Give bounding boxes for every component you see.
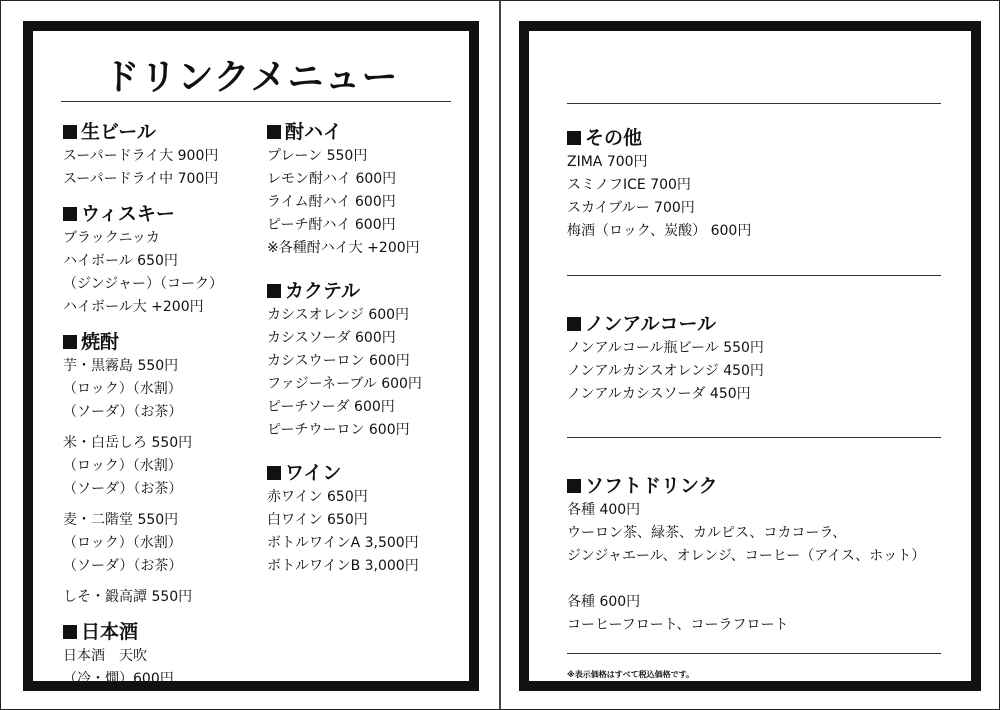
menu-item: 各種 600円	[567, 594, 641, 610]
square-bullet-icon	[63, 207, 77, 221]
section-divider	[567, 103, 941, 104]
menu-item: 各種 400円	[567, 502, 641, 518]
menu-item: （ソーダ）（お茶）	[63, 558, 183, 574]
section-heading: その他	[585, 127, 643, 149]
section-heading: ウィスキー	[81, 203, 175, 225]
section-soft-drink	[567, 473, 947, 637]
left-column-2	[267, 119, 467, 588]
menu-item: （ジンジャー）（コーク）	[63, 276, 224, 292]
menu-item: ピーチ酎ハイ 600円	[267, 217, 396, 233]
section-heading: 酎ハイ	[285, 121, 343, 143]
menu-item: 赤ワイン 650円	[267, 489, 368, 505]
menu-item: ジンジャエール、オレンジ、コーヒー（アイス、ホット）	[567, 548, 926, 564]
section-heading: ノンアルコール	[585, 313, 717, 335]
menu-item: ボトルワインB 3,000円	[267, 558, 419, 574]
square-bullet-icon	[567, 131, 581, 145]
menu-item: 白ワイン 650円	[267, 512, 368, 528]
menu-item: ZIMA 700円	[567, 154, 648, 170]
section-non-alcohol	[567, 311, 947, 406]
section-heading: 日本酒	[81, 621, 139, 643]
menu-frame-left	[23, 21, 479, 691]
menu-item: カシスオレンジ 600円	[267, 307, 410, 323]
left-column-1	[63, 119, 253, 701]
section-shochu	[63, 329, 253, 609]
menu-item: ウーロン茶、緑茶、カルピス、コカコーラ、	[567, 525, 847, 541]
menu-item: （ロック）（水割）	[63, 458, 182, 474]
menu-item: 麦・二階堂 550円	[63, 512, 179, 528]
menu-item: カシスソーダ 600円	[267, 330, 396, 346]
menu-item: スカイブルー 700円	[567, 200, 695, 216]
menu-item: ノンアルカシスソーダ 450円	[567, 386, 751, 402]
tax-note: ※表示価格はすべて税込価格です。	[567, 670, 694, 679]
section-cocktail	[267, 278, 467, 442]
section-draft-beer	[63, 119, 253, 191]
section-heading: 焼酎	[81, 331, 120, 353]
square-bullet-icon	[63, 335, 77, 349]
menu-item: カシスウーロン 600円	[267, 353, 410, 369]
menu-item: ハイボール 650円	[63, 253, 178, 269]
menu-frame-right	[519, 21, 981, 691]
menu-item: （ソーダ）（お茶）	[63, 404, 183, 420]
menu-item: 芋・黒霧島 550円	[63, 358, 179, 374]
menu-item: ボトルワインA 3,500円	[267, 535, 419, 551]
square-bullet-icon	[63, 125, 77, 139]
section-wine	[267, 460, 467, 578]
menu-item: （ソーダ）（お茶）	[63, 481, 183, 497]
section-heading: ソフトドリンク	[585, 475, 718, 497]
title-divider	[61, 101, 451, 102]
menu-item: 日本酒 天吹	[63, 648, 147, 664]
menu-item: ライム酎ハイ 600円	[267, 194, 396, 210]
menu-item: スミノフICE 700円	[567, 177, 691, 193]
menu-item: ※各種酎ハイ大 +200円	[267, 240, 420, 256]
square-bullet-icon	[567, 479, 581, 493]
square-bullet-icon	[567, 317, 581, 331]
section-others	[567, 125, 947, 243]
square-bullet-icon	[63, 625, 77, 639]
square-bullet-icon	[267, 125, 281, 139]
section-whisky	[63, 201, 253, 319]
menu-item: ファジーネーブル 600円	[267, 376, 422, 392]
section-divider	[567, 275, 941, 276]
menu-item: ピーチソーダ 600円	[267, 399, 395, 415]
section-heading: カクテル	[285, 280, 361, 302]
section-divider	[567, 653, 941, 654]
menu-item: （冷・燗）600円	[63, 671, 174, 687]
section-sake	[63, 619, 253, 691]
section-divider	[567, 437, 941, 438]
menu-item: ピーチウーロン 600円	[267, 422, 410, 438]
menu-item: 梅酒（ロック、炭酸） 600円	[567, 223, 752, 239]
menu-item: レモン酎ハイ 600円	[267, 171, 397, 187]
menu-title: ドリンクメニュー	[103, 57, 399, 98]
menu-item: スーパードライ大 900円	[63, 148, 219, 164]
menu-item: （ロック）（水割）	[63, 381, 182, 397]
menu-item: ノンアルカシスオレンジ 450円	[567, 363, 764, 379]
section-heading: ワイン	[285, 462, 342, 484]
menu-item: （ロック）（水割）	[63, 535, 182, 551]
menu-item: プレーン 550円	[267, 148, 368, 164]
menu-item: 米・白岳しろ 550円	[63, 435, 193, 451]
menu-item: ハイボール大 +200円	[63, 299, 204, 315]
square-bullet-icon	[267, 284, 281, 298]
menu-item: ノンアルコール瓶ビール 550円	[567, 340, 764, 356]
menu-item: コーヒーフロート、コーラフロート	[567, 617, 789, 633]
section-chuhai	[267, 119, 467, 260]
menu-item: ブラックニッカ	[63, 230, 160, 246]
menu-item: スーパードライ中 700円	[63, 171, 219, 187]
menu-item: しそ・鍛高譚 550円	[63, 589, 193, 605]
menu-page-right	[500, 0, 1000, 710]
section-heading: 生ビール	[81, 121, 156, 143]
square-bullet-icon	[267, 466, 281, 480]
